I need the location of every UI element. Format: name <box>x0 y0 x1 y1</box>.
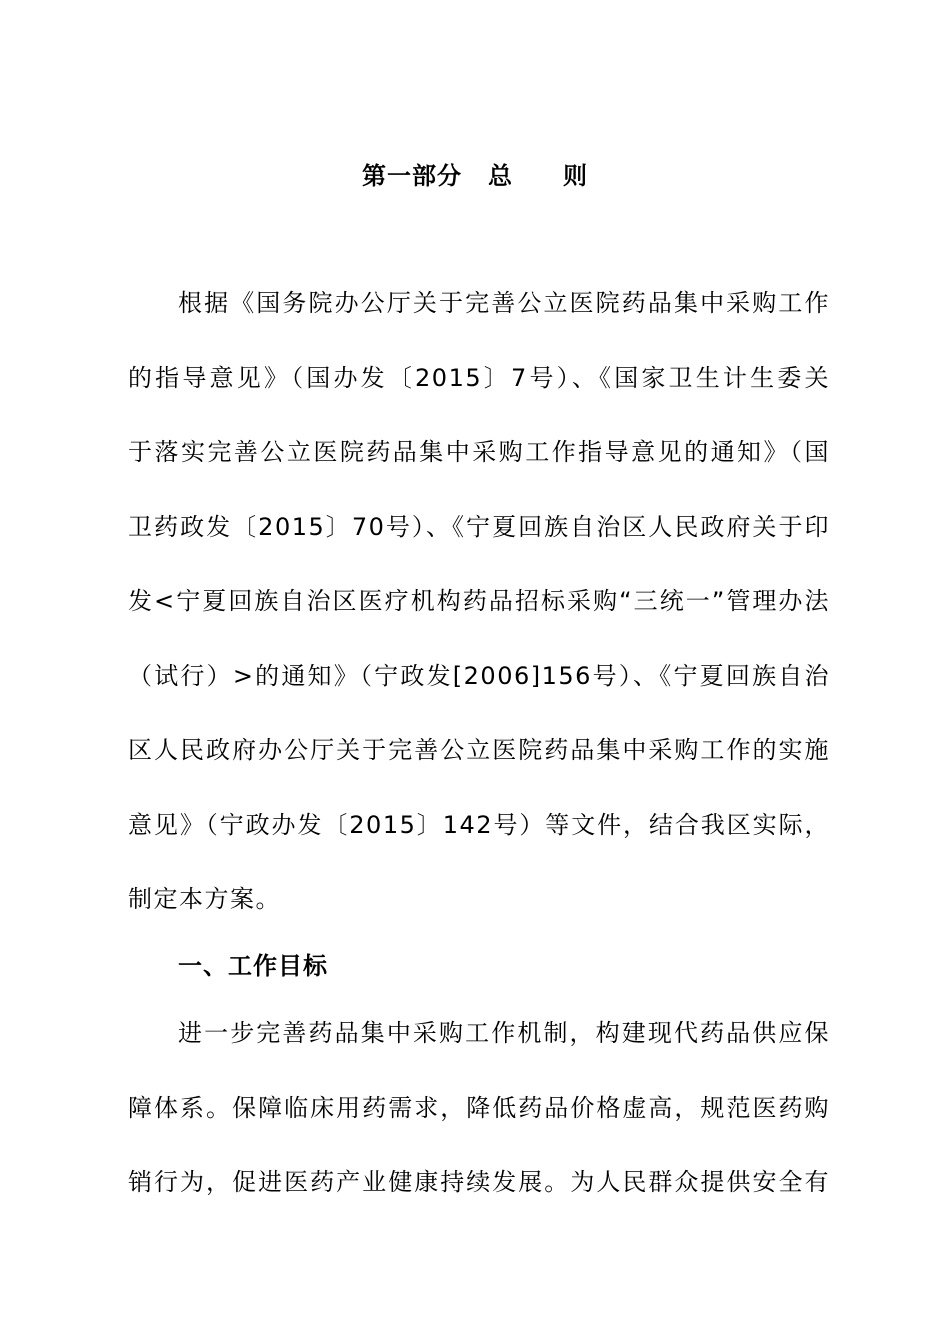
paragraph-line: 制定本方案。 <box>128 885 281 913</box>
paragraph-line: 区人民政府办公厅关于完善公立医院药品集中采购工作的实施 <box>128 736 830 764</box>
title-part: 第一部分 <box>362 162 462 190</box>
paragraph-line: 进一步完善药品集中采购工作机制，构建现代药品供应保 <box>178 1019 830 1047</box>
paragraph-line: 销行为，促进医药产业健康持续发展。为人民群众提供安全有 <box>128 1168 830 1196</box>
intro-paragraph <box>128 266 830 937</box>
paragraph-line: 根据《国务院办公厅关于完善公立医院药品集中采购工作 <box>178 289 830 317</box>
paragraph-line: 发<宁夏回族自治区医疗机构药品招标采购“三统一”管理办法 <box>128 587 830 615</box>
section-heading: 一、工作目标 <box>178 952 328 980</box>
title-word-1: 总 <box>488 162 513 190</box>
paragraph-line: 的指导意见》（国办发〔2015〕7号）、《国家卫生计生委关 <box>128 363 830 392</box>
title-word-2: 则 <box>563 162 588 190</box>
paragraph-line: 于落实完善公立医院药品集中采购工作指导意见的通知》（国 <box>128 438 830 466</box>
paragraph-line: 障体系。保障临床用药需求，降低药品价格虚高，规范医药购 <box>128 1093 830 1122</box>
paragraph-line: 意见》（宁政办发〔2015〕142号）等文件，结合我区实际， <box>128 810 830 839</box>
paragraph-line: （试行）>的通知》（宁政发[2006]156号）、《宁夏回族自治 <box>128 661 830 690</box>
section-paragraph <box>128 996 830 1220</box>
paragraph-line: 卫药政发〔2015〕70号）、《宁夏回族自治区人民政府关于印 <box>128 512 830 541</box>
page-title <box>0 156 950 196</box>
